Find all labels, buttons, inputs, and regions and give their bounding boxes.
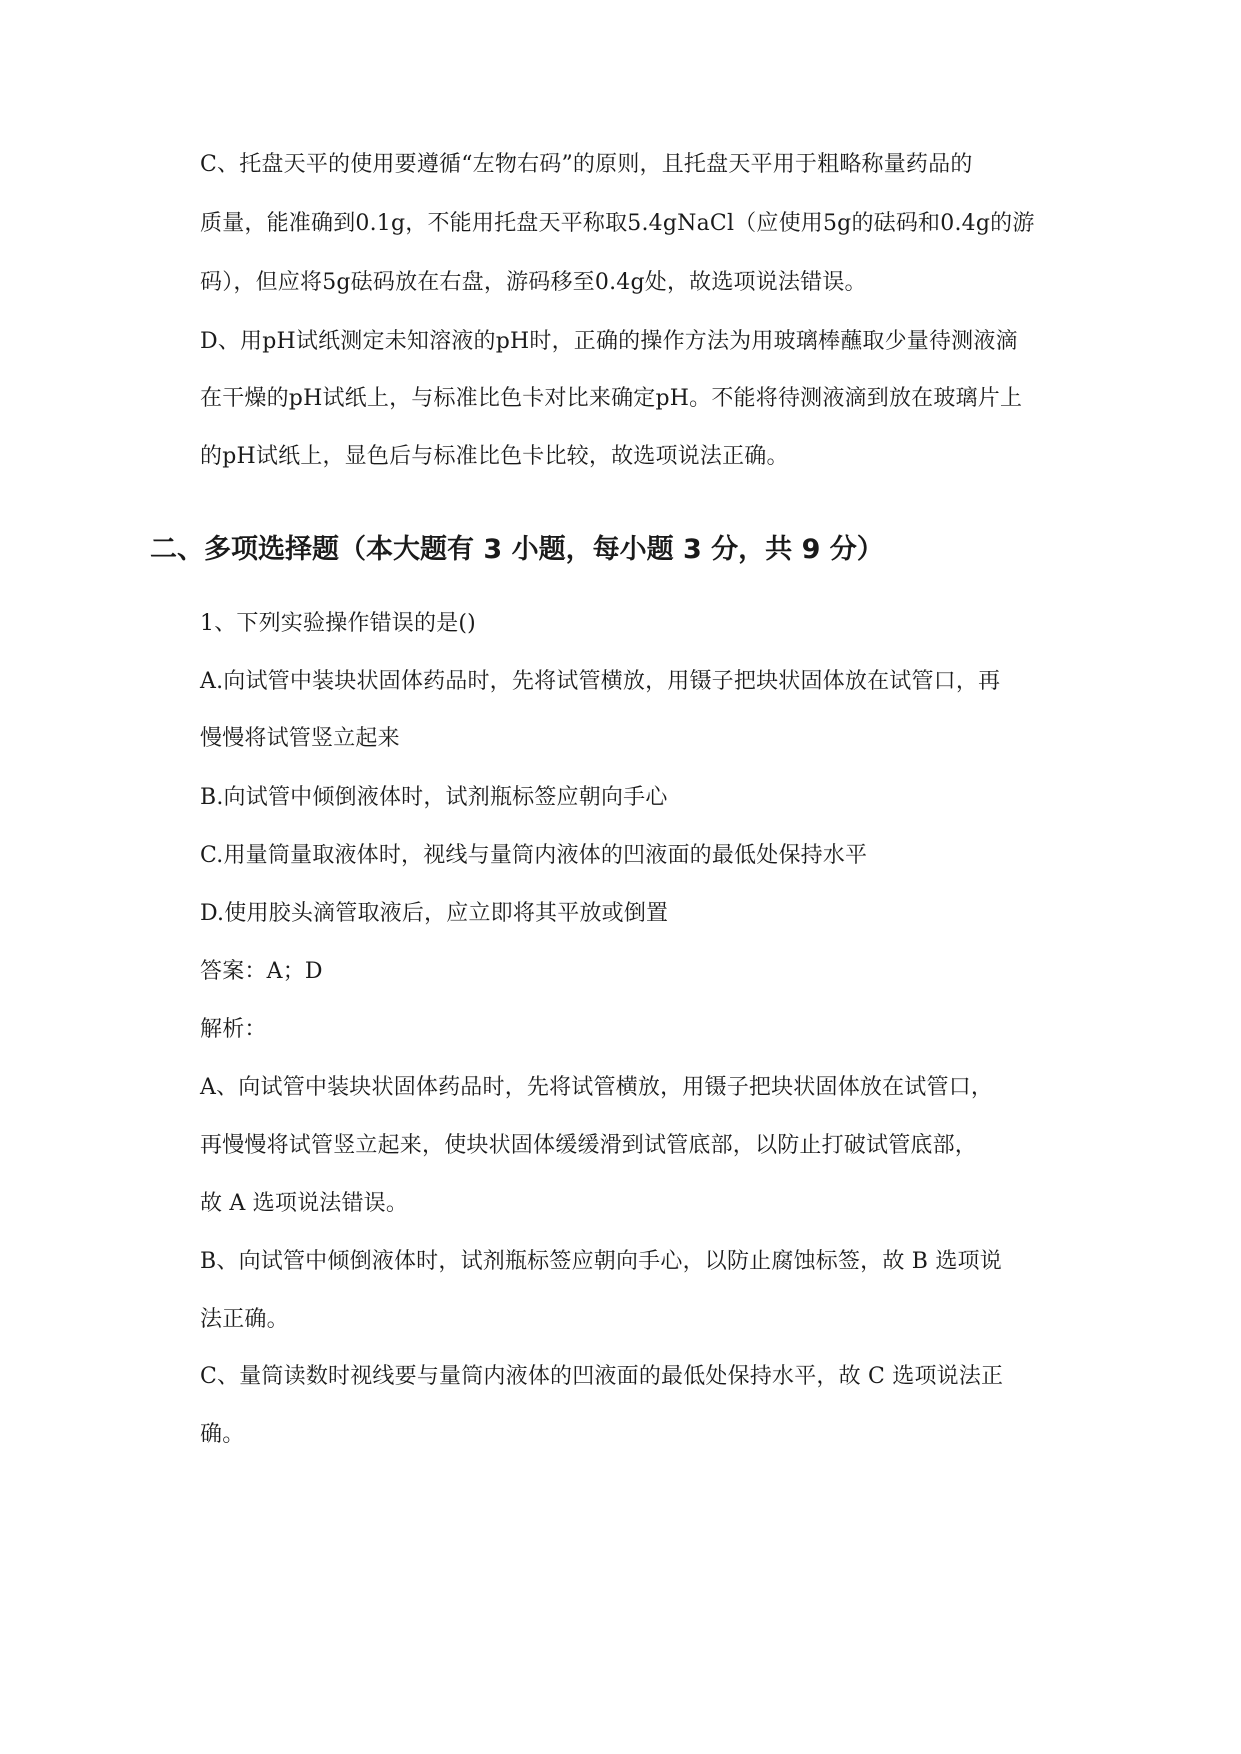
analysis-line: A、向试管中装块状固体药品时，先将试管横放，用镊子把块状固体放在试管口，: [200, 1075, 994, 1100]
option-a: A.向试管中装块状固体药品时，先将试管横放，用镊子把块状固体放在试管口，再: [200, 669, 1001, 694]
analysis-line: 再慢慢将试管竖立起来，使块状固体缓缓滑到试管底部，以防止打破试管底部，: [200, 1133, 978, 1158]
analysis-line: B、向试管中倾倒液体时，试剂瓶标签应朝向手心，以防止腐蚀标签，故 B 选项说: [200, 1249, 1002, 1274]
section-heading: 二、多项选择题（本大题有 3 小题，每小题 3 分，共 9 分）: [150, 534, 884, 565]
analysis-line: 法正确。: [200, 1307, 289, 1332]
option-b: B.向试管中倾倒液体时，试剂瓶标签应朝向手心: [200, 785, 668, 810]
option-c: C.用量筒量取液体时，视线与量筒内液体的凹液面的最低处保持水平: [200, 843, 868, 868]
question-stem: 1、下列实验操作错误的是(): [200, 611, 476, 636]
analysis-label: 解析：: [200, 1017, 267, 1042]
text-line: C、托盘天平的使用要遵循“左物右码”的原则，且托盘天平用于粗略称量药品的: [200, 152, 973, 177]
analysis-line: C、量筒读数时视线要与量筒内液体的凹液面的最低处保持水平，故 C 选项说法正: [200, 1364, 1004, 1389]
option-d: D.使用胶头滴管取液后，应立即将其平放或倒置: [200, 901, 669, 926]
text-line: 质量，能准确到0.1g，不能用托盘天平称取5.4gNaCl（应使用5g的砝码和0.4g的游: [200, 211, 1035, 236]
text-line: D、用pH试纸测定未知溶液的pH时，正确的操作方法为用玻璃棒蘸取少量待测液滴: [200, 329, 1018, 354]
answer: 答案：A；D: [200, 959, 323, 984]
text-line: 在干燥的pH试纸上，与标准比色卡对比来确定pH。不能将待测液滴到放在玻璃片上: [200, 386, 1023, 411]
option-a-continued: 慢慢将试管竖立起来: [200, 726, 400, 751]
text-line: 的pH试纸上，显色后与标准比色卡比较，故选项说法正确。: [200, 444, 789, 469]
text-line: 码），但应将5g砝码放在右盘，游码移至0.4g处，故选项说法错误。: [200, 270, 867, 295]
analysis-line: 故 A 选项说法错误。: [200, 1191, 409, 1216]
analysis-line: 确。: [200, 1422, 245, 1447]
